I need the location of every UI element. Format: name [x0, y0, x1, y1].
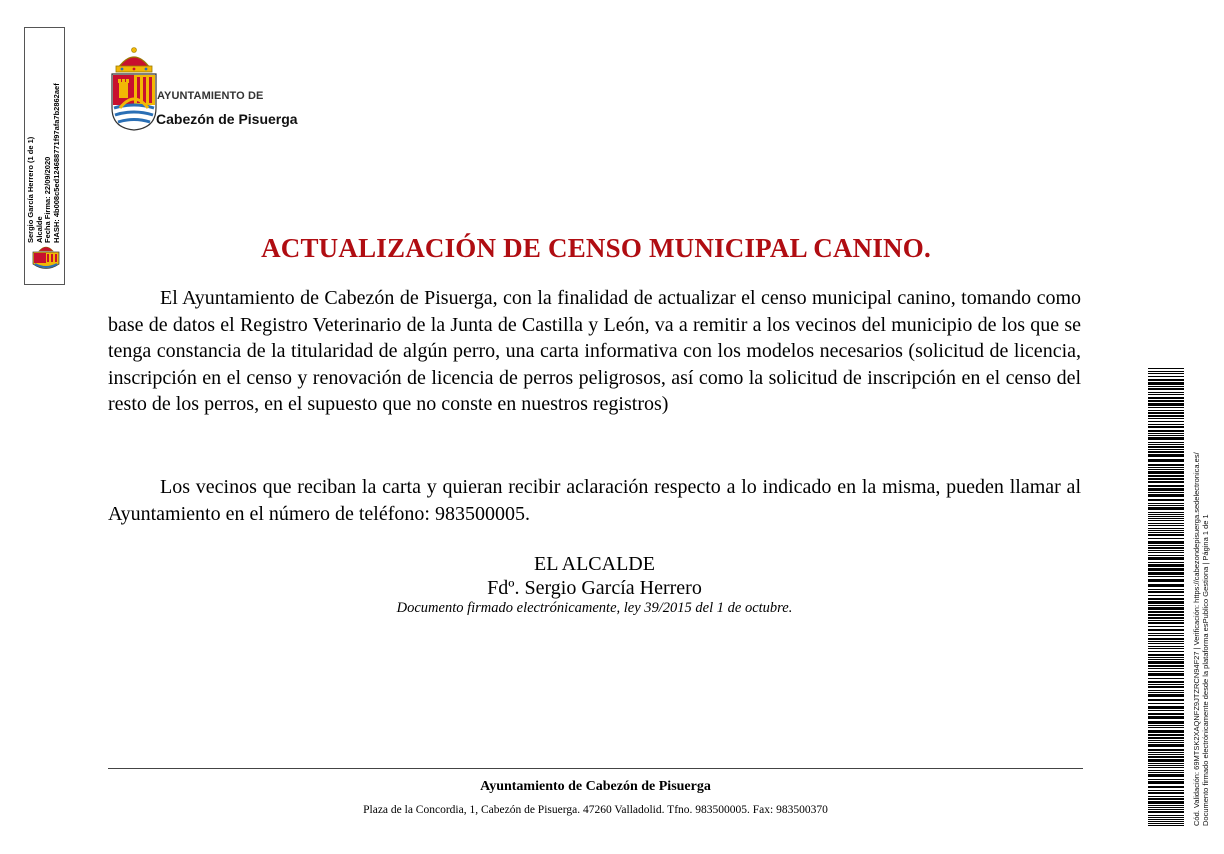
barcode-icon [1148, 368, 1184, 826]
barcode-bar [1148, 635, 1184, 636]
barcode-bar [1148, 403, 1184, 406]
barcode-bar [1148, 805, 1184, 806]
barcode-bar [1148, 671, 1184, 672]
barcode-bar [1148, 564, 1184, 567]
barcode-bar [1148, 368, 1184, 369]
barcode-bar [1148, 478, 1184, 480]
barcode-bar [1148, 819, 1184, 820]
barcode-bar [1148, 507, 1184, 510]
barcode-bar [1148, 488, 1184, 491]
barcode-bar [1148, 418, 1184, 419]
barcode-bar [1148, 681, 1184, 683]
barcode-bar [1148, 459, 1184, 462]
barcode-bar [1148, 807, 1184, 808]
barcode-bar [1148, 699, 1184, 701]
barcode-bar [1148, 394, 1184, 395]
barcode-bar [1148, 765, 1184, 766]
barcode-bar [1148, 494, 1184, 497]
barcode-bar [1148, 648, 1184, 649]
coat-of-arms-icon [108, 46, 160, 132]
barcode-bar [1148, 825, 1184, 826]
barcode-bar [1148, 611, 1184, 613]
barcode-bar [1148, 694, 1184, 697]
barcode-bar [1148, 446, 1184, 448]
barcode-bar [1148, 692, 1184, 693]
barcode-bar [1148, 749, 1184, 751]
barcode-bar [1148, 557, 1184, 560]
barcode-bar [1148, 754, 1184, 755]
barcode-bar [1148, 576, 1184, 577]
barcode-bar [1148, 505, 1184, 506]
barcode-bar [1148, 547, 1184, 549]
barcode-bar [1148, 512, 1184, 513]
barcode-bar [1148, 770, 1184, 771]
barcode-bar [1148, 781, 1184, 784]
signature-stamp-text [27, 43, 61, 243]
electronic-signature-note: Documento firmado electrónicamente, ley 39/2015 del 1 de octubre. [396, 600, 793, 616]
signature-signer: Sergio García Herrero (1 de 1) [26, 136, 35, 243]
barcode-bar [1148, 790, 1184, 791]
barcode-bar [1148, 661, 1184, 664]
barcode-bar [1148, 485, 1184, 487]
body-paragraph-2: Los vecinos que reciban la carta y quieran recibir aclaración respecto a lo indicado en la misma, pueden llamar al Ayuntamiento en el número de teléfono: 983500005. [108, 476, 1081, 525]
barcode-bar [1148, 740, 1184, 741]
barcode-bar [1148, 744, 1184, 747]
barcode-bar [1148, 614, 1184, 616]
barcode-bar [1148, 721, 1184, 724]
barcode-bar [1148, 424, 1184, 425]
barcode-bar [1148, 412, 1184, 414]
barcode-bar [1148, 469, 1184, 470]
footer-address: Plaza de la Concordia, 1, Cabezón de Pisuerga. 47260 Valladolid. Tfno. 983500005. Fax: 983500370 [363, 804, 828, 816]
barcode-bar [1148, 796, 1184, 797]
barcode-bar [1148, 756, 1184, 758]
signature-role: Alcalde [34, 216, 44, 243]
barcode-bar [1148, 734, 1184, 736]
barcode-bar [1148, 801, 1184, 804]
barcode-bar [1148, 516, 1184, 517]
barcode-bar [1148, 552, 1184, 553]
barcode-bar [1148, 617, 1184, 619]
barcode-bar [1148, 673, 1184, 676]
barcode-bar [1148, 518, 1184, 519]
signature-stamp [24, 27, 65, 285]
barcode-bar [1148, 415, 1184, 417]
barcode-bar [1148, 572, 1184, 575]
barcode-bar [1148, 629, 1184, 631]
barcode-bar [1148, 426, 1184, 428]
barcode-bar [1148, 767, 1184, 768]
barcode-bar [1148, 595, 1184, 596]
barcode-bar [1148, 481, 1184, 483]
barcode-bar [1148, 379, 1184, 381]
organization-name: Cabezón de Pisuerga [156, 111, 298, 127]
barcode-bar [1148, 407, 1184, 408]
barcode-bar [1148, 706, 1184, 709]
barcode-bar [1148, 541, 1184, 544]
barcode-bar [1148, 589, 1184, 590]
barcode-bar [1148, 752, 1184, 753]
barcode-bar [1148, 430, 1184, 432]
barcode-bar [1148, 499, 1184, 501]
barcode-bar [1148, 492, 1184, 493]
barcode-bar [1148, 584, 1184, 587]
barcode-bar [1148, 809, 1184, 810]
barcode-bar [1148, 730, 1184, 733]
barcode-bar [1148, 763, 1184, 764]
barcode-bar [1148, 435, 1184, 436]
barcode-bar [1148, 684, 1184, 685]
verification-code-line: Cód. Validación: 69MTSK2XAQNFZ9JTZRCN94F27 | Verificación: https://cabezondepisuerga.sedelectronica.es/ [1192, 452, 1201, 826]
barcode-bar [1148, 591, 1184, 593]
barcode-bar [1148, 638, 1184, 640]
barcode-bar [1148, 821, 1184, 822]
signer-name: Fdº. Sergio García Herrero [487, 577, 702, 599]
barcode-bar [1148, 651, 1184, 652]
barcode-bar [1148, 759, 1184, 762]
barcode-bar [1148, 823, 1184, 824]
barcode-bar [1148, 433, 1184, 434]
barcode-bar [1148, 654, 1184, 656]
barcode-bar [1148, 607, 1184, 610]
barcode-bar [1148, 703, 1184, 704]
barcode-bar [1148, 737, 1184, 739]
barcode-bar [1148, 392, 1184, 393]
barcode-bar [1148, 555, 1184, 556]
barcode-bar [1148, 388, 1184, 390]
barcode-bar [1148, 514, 1184, 515]
barcode-bar [1148, 451, 1184, 453]
barcode-bar [1148, 786, 1184, 788]
barcode-bar [1148, 713, 1184, 715]
barcode-bar [1148, 774, 1184, 777]
document-title: ACTUALIZACIÓN DE CENSO MUNICIPAL CANINO. [261, 233, 931, 263]
signer-role: EL ALCALDE [534, 553, 655, 575]
barcode-bar [1148, 386, 1184, 387]
barcode-bar [1148, 532, 1184, 533]
barcode-bar [1148, 725, 1184, 726]
barcode-bar [1148, 475, 1184, 477]
barcode-bar [1148, 530, 1184, 531]
barcode-bar [1148, 817, 1184, 818]
verification-text [1192, 366, 1210, 826]
barcode-bar [1148, 528, 1184, 529]
barcode-bar [1148, 562, 1184, 563]
barcode-bar [1148, 643, 1184, 644]
signature-date: Fecha Firma: 22/09/2020 [43, 156, 52, 243]
municipal-crest-icon [29, 242, 63, 272]
barcode-bar [1148, 792, 1184, 794]
barcode-bar [1148, 467, 1184, 468]
organization-label: AYUNTAMIENTO DE [157, 90, 264, 102]
barcode-bar [1148, 568, 1184, 571]
barcode-bar [1148, 410, 1184, 411]
barcode-bar [1148, 646, 1184, 647]
barcode-bar [1148, 626, 1184, 627]
barcode-bar [1148, 538, 1184, 539]
footer-divider [108, 768, 1083, 769]
barcode-bar [1148, 815, 1184, 816]
barcode-bar [1148, 772, 1184, 773]
barcode-bar [1148, 442, 1184, 443]
barcode-bar [1148, 376, 1184, 377]
barcode-bar [1148, 520, 1184, 521]
barcode-bar [1148, 716, 1184, 719]
barcode-bar [1148, 727, 1184, 728]
barcode-bar [1148, 400, 1184, 402]
barcode-bar [1148, 523, 1184, 524]
verification-platform-line: Documento firmado electrónicamente desde la plataforma esPublico Gestiona | Página 1 de 1 [1201, 514, 1210, 826]
barcode-bar [1148, 382, 1184, 385]
barcode-bar [1148, 454, 1184, 457]
barcode-bar [1148, 686, 1184, 688]
barcode-bar [1148, 437, 1184, 440]
barcode-bar [1148, 471, 1184, 474]
barcode-bar [1148, 798, 1184, 800]
barcode-bar [1148, 503, 1184, 504]
barcode-bar [1148, 525, 1184, 526]
body-paragraph-1: El Ayuntamiento de Cabezón de Pisuerga, con la finalidad de actualizar el censo municipal canino, tomando como base de datos el Registro Veterinario de la Junta de Castilla y León, va a remitir a los vecinos del municipio de los que se tenga constancia de la titularidad de algún perro, una carta informativa con los modelos necesarios (solicitud de licencia, inscripción en el censo y renovación de licencia de perros peligrosos, así como la solicitud de inscripción en el censo del resto de los perros, en el supuesto que no conste en nuestros registros) [108, 287, 1081, 416]
barcode-bar [1148, 779, 1184, 780]
barcode-bar [1148, 598, 1184, 600]
barcode-bar [1148, 690, 1184, 691]
barcode-bar [1148, 742, 1184, 743]
signature-hash: HASH: 4b008c5ed124688771f97afa7b2862aef [51, 83, 61, 243]
barcode-bar [1148, 601, 1184, 604]
barcode-bar [1148, 579, 1184, 582]
barcode-bar [1148, 620, 1184, 621]
barcode-bar [1148, 641, 1184, 642]
barcode-bar [1148, 657, 1184, 658]
barcode-bar [1148, 421, 1184, 422]
barcode-bar [1148, 449, 1184, 450]
barcode-bar [1148, 373, 1184, 374]
barcode-bar [1148, 659, 1184, 660]
barcode-bar [1148, 464, 1184, 466]
barcode-bar [1148, 665, 1184, 667]
footer-organization: Ayuntamiento de Cabezón de Pisuerga [480, 779, 711, 794]
barcode-bar [1148, 622, 1184, 624]
barcode-bar [1148, 397, 1184, 399]
barcode-bar [1148, 534, 1184, 536]
barcode-bar [1148, 550, 1184, 551]
barcode-bar [1148, 678, 1184, 679]
barcode-bar [1148, 668, 1184, 669]
barcode-bar [1148, 633, 1184, 634]
barcode-bar [1148, 545, 1184, 546]
barcode-bar [1148, 371, 1184, 372]
barcode-bar [1148, 444, 1184, 445]
barcode-bar [1148, 710, 1184, 711]
barcode-bar [1148, 811, 1184, 813]
barcode-bar [1148, 605, 1184, 606]
